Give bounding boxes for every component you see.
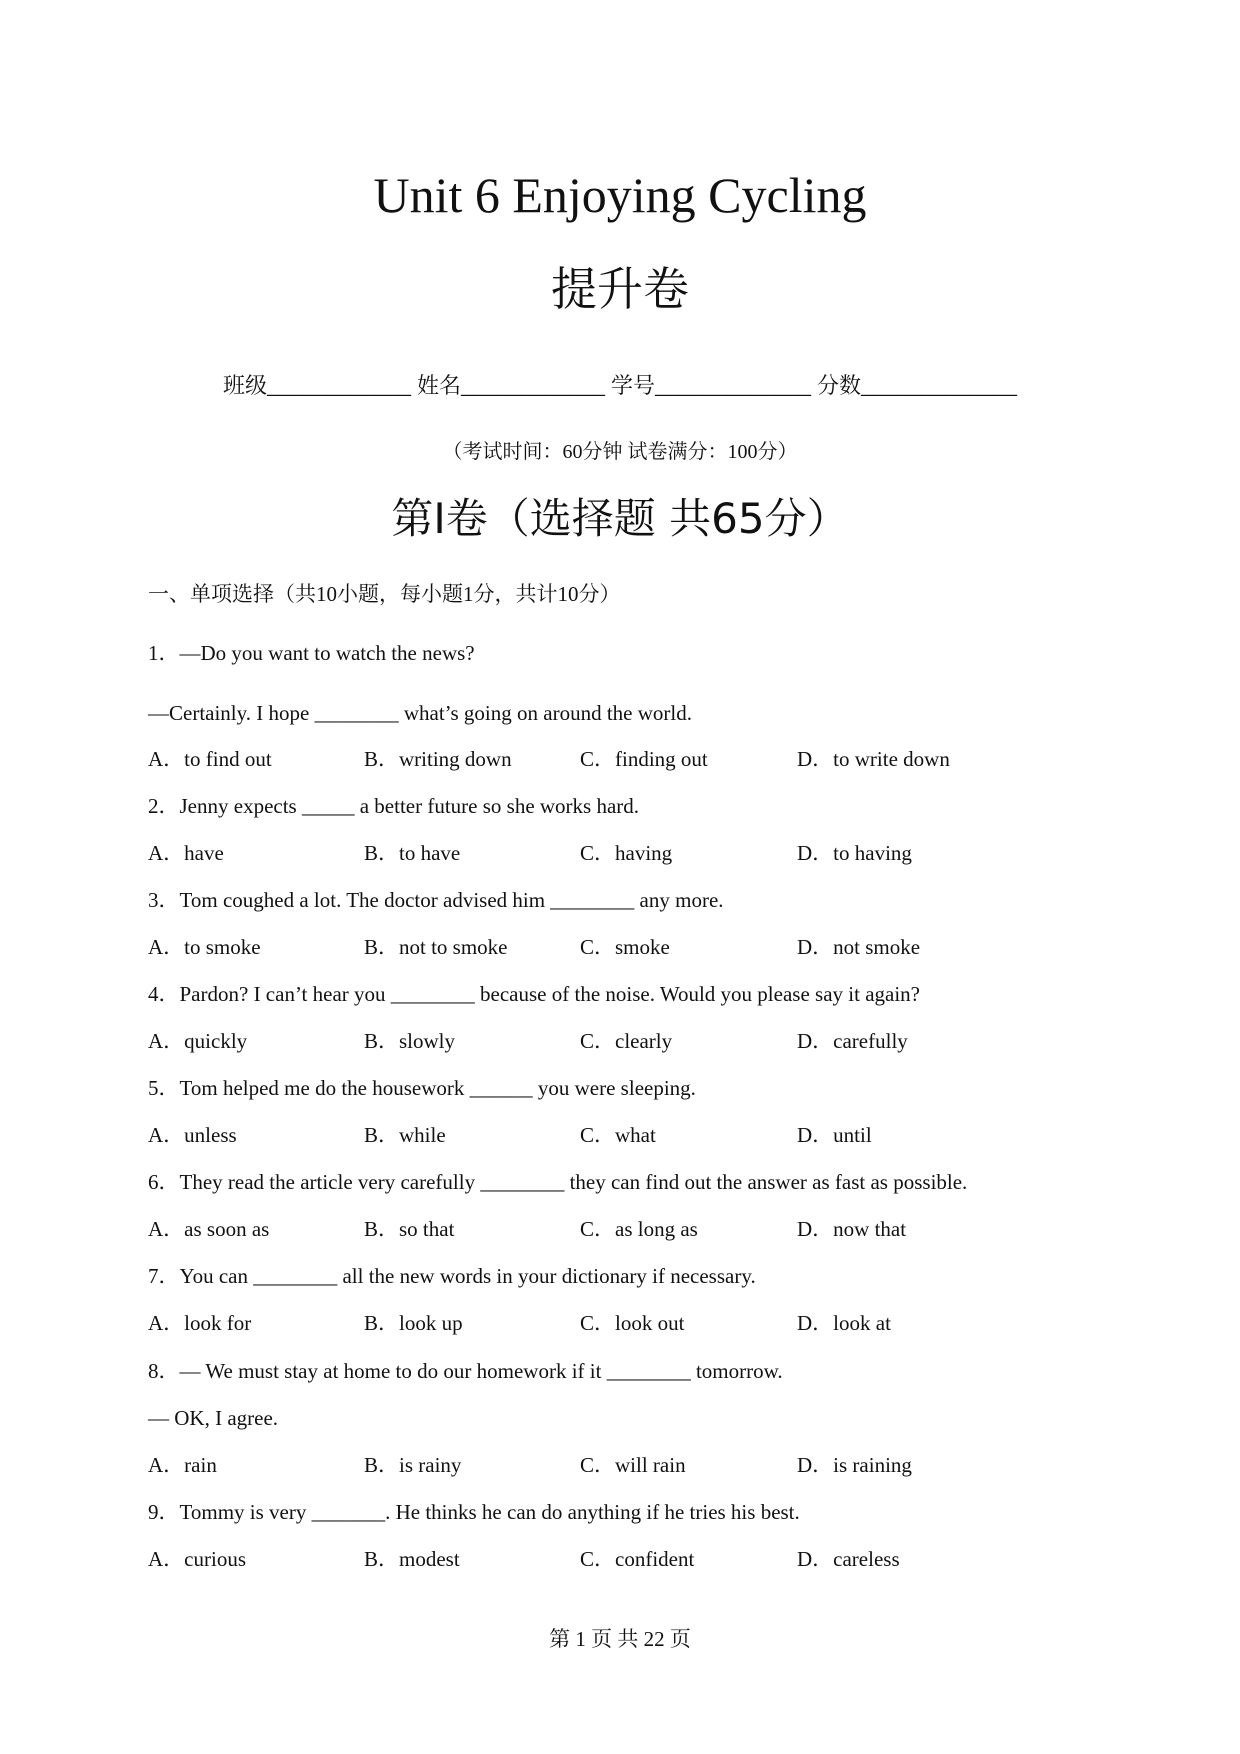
score-blank: _____________: [861, 373, 1018, 399]
question-3-option-a: A．to smoke: [148, 935, 261, 959]
question-2-line-1: 2．Jenny expects _____ a better future so she works hard.: [148, 794, 640, 818]
class-label: 班级: [222, 374, 267, 399]
question-4-option-d: D．carefully: [797, 1029, 908, 1053]
question-2-options: [148, 836, 1148, 870]
student-id-blank: _____________: [655, 373, 812, 399]
question-8-line-1: 8．— We must stay at home to do our homework if it ________ tomorrow.: [148, 1359, 783, 1383]
question-6-option-a: A．as soon as: [148, 1217, 270, 1241]
question-9-option-a: A．curious: [148, 1547, 246, 1571]
question-8-option-d: D．is raining: [797, 1453, 912, 1477]
question-1-option-c: C．finding out: [580, 747, 708, 771]
question-3-option-b: B．not to smoke: [364, 935, 508, 959]
question-5-option-d: D．until: [797, 1123, 872, 1147]
student-info-line: [0, 366, 1240, 407]
question-5-option-a: A．unless: [148, 1123, 237, 1147]
question-9-option-b: B．modest: [364, 1547, 460, 1571]
question-2-option-b: B．to have: [364, 841, 461, 865]
question-1-line-1: 1．—Do you want to watch the news?: [148, 641, 475, 665]
question-5-options: [148, 1118, 1148, 1152]
page-title: Unit 6 Enjoying Cycling: [373, 167, 867, 223]
question-1-line-2: —Certainly. I hope ________ what’s going on around the world.: [148, 701, 692, 725]
question-3-option-c: C．smoke: [580, 935, 670, 959]
question-7-option-a: A．look for: [148, 1311, 252, 1335]
question-7-option-d: D．look at: [797, 1311, 891, 1335]
question-1-options: [148, 742, 1148, 776]
student-id-label: 学号: [611, 374, 656, 399]
question-8-line-2: — OK, I agree.: [148, 1406, 279, 1430]
question-1-option-d: D．to write down: [797, 747, 950, 771]
question-7-option-b: B．look up: [364, 1311, 463, 1335]
question-4-line-1: 4．Pardon? I can’t hear you ________ because of the noise. Would you please say it again?: [148, 982, 920, 1006]
question-6-options: [148, 1212, 1148, 1246]
question-3-line-1: 3．Tom coughed a lot. The doctor advised him ________ any more.: [148, 888, 724, 912]
question-9-options: [148, 1542, 1148, 1576]
question-7-line-1: 7．You can ________ all the new words in your dictionary if necessary.: [148, 1264, 756, 1288]
page-number: 第 1 页 共 22 页: [549, 1627, 691, 1651]
exam-meta: （考试时间：60分钟 试卷满分：100分）: [442, 441, 798, 463]
question-9-option-c: C．confident: [580, 1547, 695, 1571]
question-9-line-1: 9．Tommy is very _______. He thinks he can do anything if he tries his best.: [148, 1500, 800, 1524]
question-7-options: [148, 1306, 1148, 1340]
question-2-option-c: C．having: [580, 841, 673, 865]
name-label: 姓名: [416, 374, 461, 399]
question-2-option-d: D．to having: [797, 841, 912, 865]
question-8-option-a: A．rain: [148, 1453, 217, 1477]
part-title: 第Ⅰ卷（选择题 共65分）: [391, 494, 849, 543]
question-4-option-c: C．clearly: [580, 1029, 673, 1053]
question-8-option-c: C．will rain: [580, 1453, 686, 1477]
question-3-option-d: D．not smoke: [797, 935, 921, 959]
name-blank: ____________: [461, 373, 605, 399]
question-6-line-1: 6．They read the article very carefully ________ they can find out the answer as fast as possible.: [148, 1170, 968, 1194]
class-blank: ____________: [266, 373, 411, 399]
question-1-option-a: A．to find out: [148, 747, 272, 771]
question-8-options: [148, 1448, 1148, 1482]
question-5-option-c: C．what: [580, 1123, 656, 1147]
question-2-option-a: A．have: [148, 841, 224, 865]
question-9-option-d: D．careless: [797, 1547, 900, 1571]
section-heading: 一、单项选择（共10小题，每小题1分，共计10分）: [148, 582, 621, 606]
page-subtitle: 提升卷: [551, 262, 689, 316]
question-6-option-d: D．now that: [797, 1217, 907, 1241]
question-4-option-b: B．slowly: [364, 1029, 456, 1053]
question-4-options: [148, 1024, 1148, 1058]
question-8-option-b: B．is rainy: [364, 1453, 462, 1477]
question-4-option-a: A．quickly: [148, 1029, 248, 1053]
question-3-options: [148, 930, 1148, 964]
question-6-option-c: C．as long as: [580, 1217, 698, 1241]
question-5-option-b: B．while: [364, 1123, 446, 1147]
question-7-option-c: C．look out: [580, 1311, 685, 1335]
question-1-option-b: B．writing down: [364, 747, 512, 771]
question-6-option-b: B．so that: [364, 1217, 455, 1241]
score-label: 分数: [817, 374, 862, 399]
question-5-line-1: 5．Tom helped me do the housework ______ you were sleeping.: [148, 1076, 696, 1100]
